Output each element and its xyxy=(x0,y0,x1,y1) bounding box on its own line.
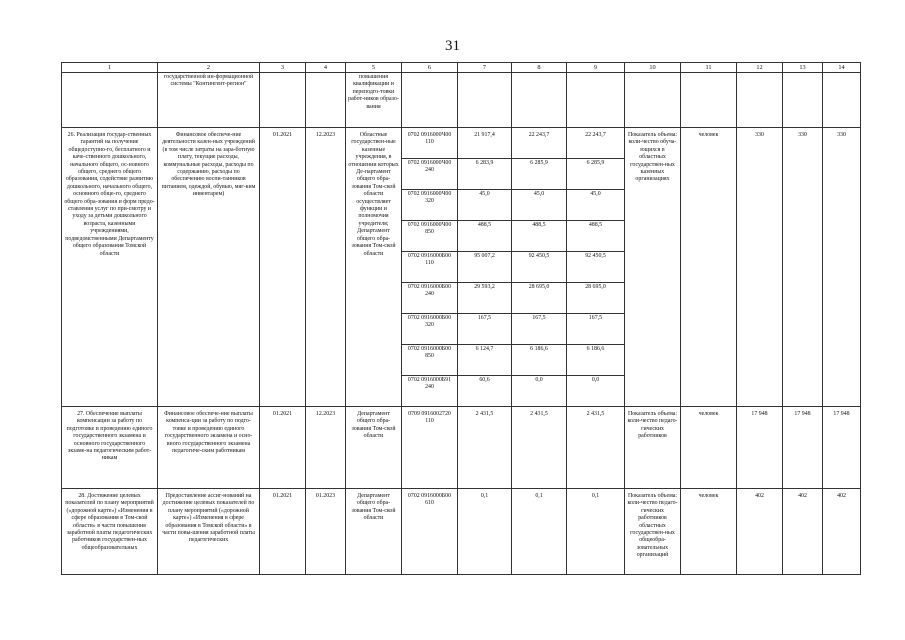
measure-description: Предоставление ассиг-нований на достижение целевых показателей по плану мероприятий («дорожной карте») «Изменения в сфере образования в Томской области» в части повы-шения заработной платы педагогических xyxy=(158,489,260,575)
end-date: 12.2023 xyxy=(306,128,346,407)
column-number-row xyxy=(62,63,861,73)
value-2022: 330 xyxy=(783,128,823,407)
amount-2021: 60,6 xyxy=(458,376,512,407)
table-row xyxy=(62,489,861,575)
amount-2022: 2 431,5 xyxy=(512,407,567,489)
amount-2022: 22 243,7 xyxy=(512,128,567,159)
value-2023: 402 xyxy=(823,489,861,575)
start-date: 01.2021 xyxy=(260,489,306,575)
carried-over-row xyxy=(62,73,861,128)
amount-2023: 488,5 xyxy=(567,221,625,252)
end-date: 12.2023 xyxy=(306,407,346,489)
amount-2022: 6 285,9 xyxy=(512,159,567,190)
amount-2022: 92 450,5 xyxy=(512,252,567,283)
budget-code: 0702 0916000Б00 850 xyxy=(402,345,458,376)
amount-2021: 45,0 xyxy=(458,190,512,221)
budget-code: 0702 0916000Ч00 110 xyxy=(402,128,458,159)
col-header: 6 xyxy=(402,63,458,73)
col-header: 4 xyxy=(306,63,346,73)
amount-2023: 6 285,9 xyxy=(567,159,625,190)
budget-code: 0702 0916000Ч00 320 xyxy=(402,190,458,221)
cell xyxy=(402,73,458,128)
measure-name: 26. Реализация государ-ственных гарантий на получение общедоступно-го, бесплатного и каче-ственного дошкольного, начального общего, ос-новного общего, среднего общего образования, содействие развитию дошкольного, начального общего, основного обще-го, среднего общего обра-зования и форм предо-ставления услуг по при-смотру и уходу за детьми дошкольного возраста, казенными учреждениями, подведомственными Департаменту общего образования Томской области xyxy=(62,128,158,407)
value-2021: 330 xyxy=(737,128,783,407)
carry-description: государственной ин-формационной системы "Контингент-регион" xyxy=(158,73,260,128)
unit: человек xyxy=(681,407,737,489)
value-2023: 17 948 xyxy=(823,407,861,489)
start-date: 01.2021 xyxy=(260,128,306,407)
amount-2021: 6 283,9 xyxy=(458,159,512,190)
cell xyxy=(260,73,306,128)
program-table xyxy=(61,62,861,575)
cell xyxy=(567,73,625,128)
cell xyxy=(681,73,737,128)
col-header: 13 xyxy=(783,63,823,73)
amount-2023: 2 431,5 xyxy=(567,407,625,489)
cell xyxy=(737,73,783,128)
executor: Департамент общего обра-зования Том-ской области xyxy=(346,407,402,489)
amount-2023: 167,5 xyxy=(567,314,625,345)
value-2021: 402 xyxy=(737,489,783,575)
budget-code: 0702 0916000Б00 320 xyxy=(402,314,458,345)
end-date: 01.2023 xyxy=(306,489,346,575)
budget-code: 0702 0916000Ч00 240 xyxy=(402,159,458,190)
amount-2022: 0,1 xyxy=(512,489,567,575)
budget-code: 0702 0916000Б00 240 xyxy=(402,283,458,314)
cell xyxy=(306,73,346,128)
col-header: 10 xyxy=(625,63,681,73)
cell xyxy=(458,73,512,128)
cell xyxy=(512,73,567,128)
amount-2023: 92 450,5 xyxy=(567,252,625,283)
amount-2023: 0,0 xyxy=(567,376,625,407)
amount-2023: 28 695,0 xyxy=(567,283,625,314)
amount-2021: 95 007,2 xyxy=(458,252,512,283)
cell xyxy=(625,73,681,128)
amount-2021: 6 124,7 xyxy=(458,345,512,376)
executor: Департамент общего обра-зования Том-ской области xyxy=(346,489,402,575)
value-2022: 17 948 xyxy=(783,407,823,489)
amount-2021: 0,1 xyxy=(458,489,512,575)
col-header: 7 xyxy=(458,63,512,73)
amount-2022: 0,0 xyxy=(512,376,567,407)
amount-2022: 167,5 xyxy=(512,314,567,345)
col-header: 3 xyxy=(260,63,306,73)
cell xyxy=(823,73,861,128)
col-header: 8 xyxy=(512,63,567,73)
table-row xyxy=(62,407,861,489)
amount-2021: 2 431,5 xyxy=(458,407,512,489)
col-header: 12 xyxy=(737,63,783,73)
amount-2022: 6 186,6 xyxy=(512,345,567,376)
carry-executor: повышения квалификации и переподго-товки работ-ников образо-вания xyxy=(346,73,402,128)
indicator: Показатель объема: коли-чество обуча-ющихся в областных государствен-ных казенных организациях xyxy=(625,128,681,407)
cell xyxy=(783,73,823,128)
amount-2023: 45,0 xyxy=(567,190,625,221)
table-row xyxy=(62,128,861,159)
indicator: Показатель объема: коли-чество педаго-гических работников областных государствен-ных общеобра-зовательных организаций xyxy=(625,489,681,575)
amount-2023: 22 243,7 xyxy=(567,128,625,159)
measure-description: Финансовое обеспече-ние выплаты компенса-ции за работу по подго-товке и проведению единого государственного экзамена и осно-вного государственного экзамена педагогиче-ским работникам xyxy=(158,407,260,489)
budget-code: 0702 0916000Ч00 850 xyxy=(402,221,458,252)
executor: Областные государствен-ные казенные учреждения, в отношении которых Де-партамент общего обра-зования Том-ской области осуществляет функции и полномочия учредителя; Департамент общего обра-зования Том-ской области xyxy=(346,128,402,407)
value-2022: 402 xyxy=(783,489,823,575)
amount-2022: 488,5 xyxy=(512,221,567,252)
measure-name: 28. Достижение целевых показателей по плану мероприятий («дорожной карте») «Изменения в сфере образования в Том-ской области» в части повышения заработной платы педагогических работников государствен-ных общеобразовательных xyxy=(62,489,158,575)
budget-code: 0702 0916000Б91 240 xyxy=(402,376,458,407)
amount-2023: 6 186,6 xyxy=(567,345,625,376)
budget-code: 0702 0916000Б00 110 xyxy=(402,252,458,283)
amount-2022: 45,0 xyxy=(512,190,567,221)
indicator: Показатель объема: коли-чество педаго-гических работников xyxy=(625,407,681,489)
amount-2023: 0,1 xyxy=(567,489,625,575)
amount-2021: 29 593,2 xyxy=(458,283,512,314)
amount-2022: 28 695,0 xyxy=(512,283,567,314)
measure-name: 27. Обеспечение выплаты компенсации за работу по подготовке и проведению единого государственного экзамена и основного государственного экзаме-на педагогическим работ-никам xyxy=(62,407,158,489)
value-2023: 330 xyxy=(823,128,861,407)
col-header: 5 xyxy=(346,63,402,73)
cell xyxy=(62,73,158,128)
unit: человек xyxy=(681,489,737,575)
amount-2021: 21 917,4 xyxy=(458,128,512,159)
col-header: 2 xyxy=(158,63,260,73)
value-2021: 17 948 xyxy=(737,407,783,489)
col-header: 9 xyxy=(567,63,625,73)
amount-2021: 167,5 xyxy=(458,314,512,345)
budget-code: 0702 0916000Б00 610 xyxy=(402,489,458,575)
measure-description: Финансовое обеспече-ние деятельности казен-ных учреждений (в том числе затраты на зара-ботную плату, текущие расходы, коммунальные расходы, расходы по содержанию, расходы по обеспечению воспи-танников питанием, одеждой, обувью, мяг-ким инвентарем) xyxy=(158,128,260,407)
start-date: 01.2021 xyxy=(260,407,306,489)
amount-2021: 488,5 xyxy=(458,221,512,252)
page-number: 31 xyxy=(445,38,460,54)
unit: человек xyxy=(681,128,737,407)
col-header: 1 xyxy=(62,63,158,73)
col-header: 11 xyxy=(681,63,737,73)
budget-code: 0709 0916002720 110 xyxy=(402,407,458,489)
col-header: 14 xyxy=(823,63,861,73)
